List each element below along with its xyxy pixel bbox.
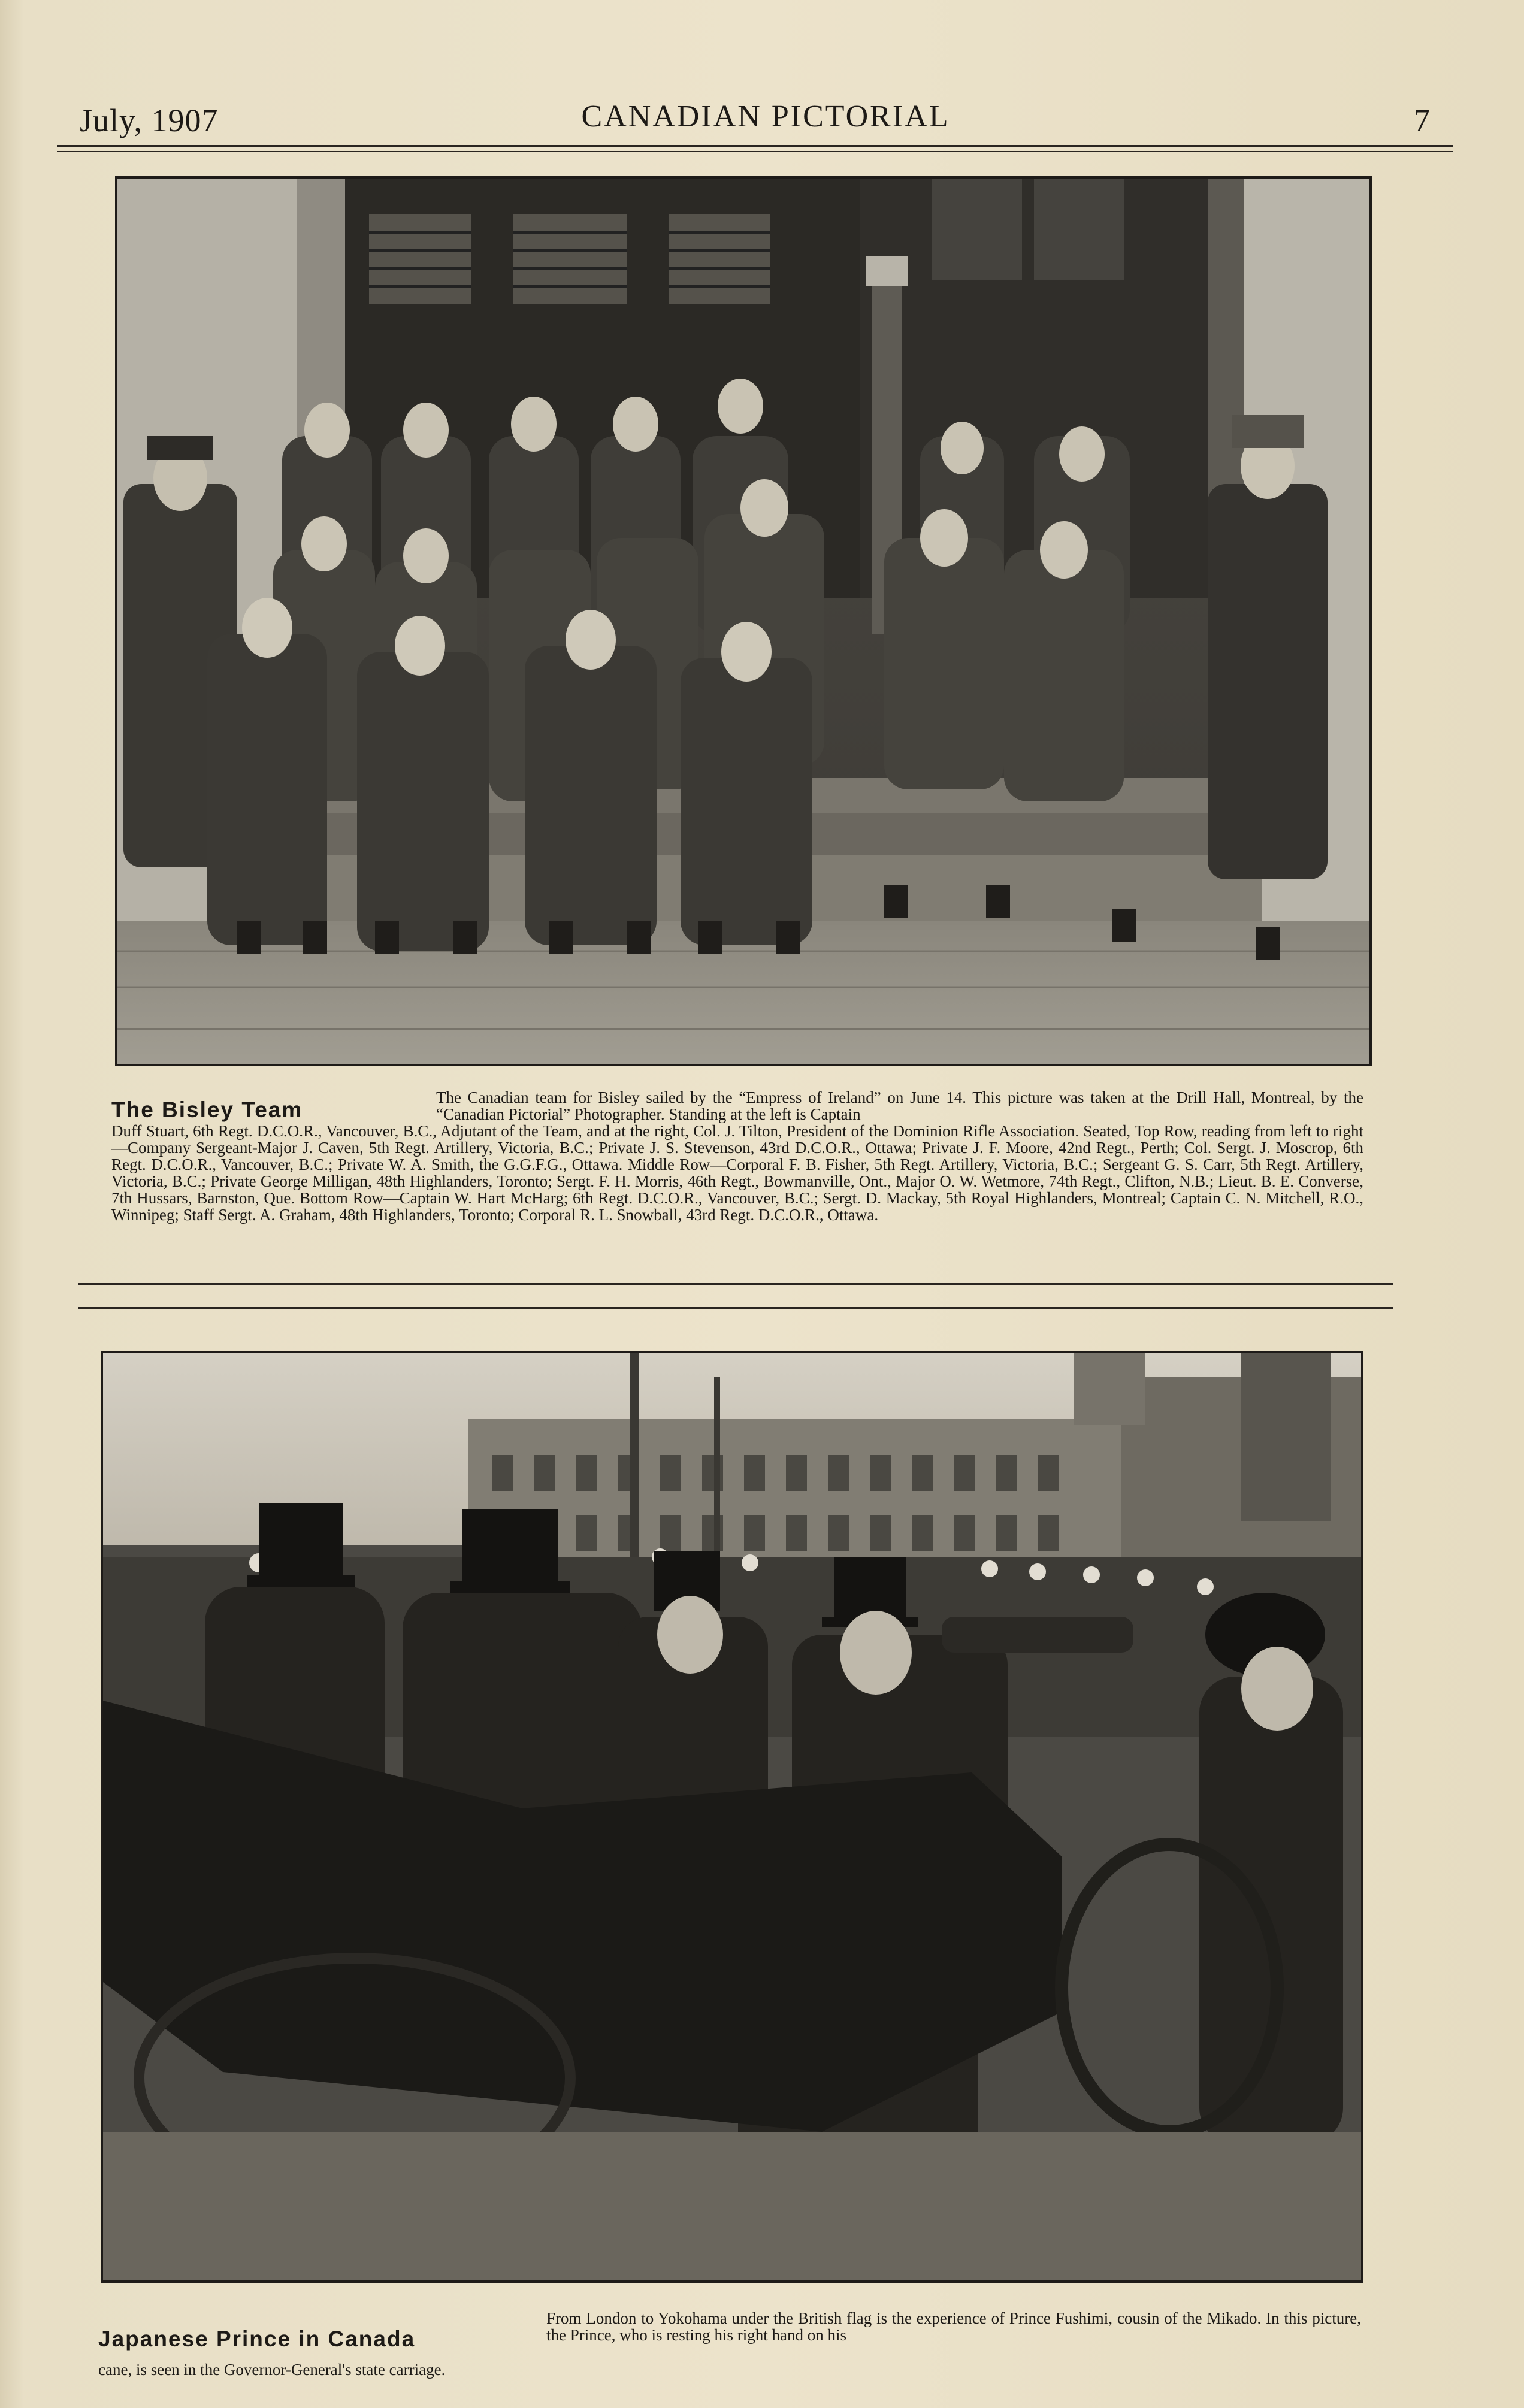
prince-caption-text: cane, is seen in the Governor-General's state carriage. <box>98 2361 446 2379</box>
japanese-prince-caption <box>98 2361 1356 2378</box>
bisley-team-image <box>117 179 1369 1064</box>
bisley-team-photo <box>115 176 1372 1066</box>
prince-caption-intro-text: From London to Yokohama under the British flag is the experience of Prince Fushimi, cousin of the Mikado. In this picture, the Prince, who is resting his right hand on his <box>546 2309 1361 2344</box>
japanese-prince-photo <box>101 1351 1363 2283</box>
bisley-team-caption <box>111 1123 1363 1223</box>
page-number: 7 <box>1414 102 1431 138</box>
bisley-caption-text: Duff Stuart, 6th Regt. D.C.O.R., Vancouver, B.C., Adjutant of the Team, and at the right, Col. J. Tilton, President of the Dominion Rifle Association. Seated, Top Row, reading from left to right—Company Sergeant-Major J. Caven, 5th Regt. Artillery, Victoria, B.C.; Private J. S. Stevenson, 43rd D.C.O.R., Ottawa; Private J. F. Moore, 42nd Regt., Perth; Col. Sergt. J. Moscrop, 6th Regt. D.C.O.R., Vancouver, B.C.; Private W. A. Smith, the G.G.F.G., Ottawa. Middle Row—Corporal F. B. Fisher, 5th Regt. Artillery, Victoria, B.C.; Sergeant G. S. Carr, 5th Regt. Artillery, Victoria, B.C.; Private George Milligan, 48th Highlanders, Toronto; Sergt. F. H. Morris, 46th Regt., Bowmanville, Ont., Major O. W. Wetmore, 74th Regt., Clifton, N.B.; Lieut. B. E. Converse, 7th Hussars, Barnston, Que. Bottom Row—Captain W. Hart McHarg; 6th Regt. D.C.O.R., Vancouver, B.C.; Sergt. D. Mackay, 5th Royal Highlanders, Montreal; Captain C. N. Mitchell, R.O., Winnipeg; Staff Sergt. A. Graham, 48th Highlanders, Toronto; Corporal R. L. Snowball, 43rd Regt. D.C.O.R., Ottawa. <box>111 1122 1363 1224</box>
section-rule-thin <box>78 1307 1393 1309</box>
bisley-caption-intro-text: The Canadian team for Bisley sailed by the “Empress of Ireland” on June 14. This picture was taken at the Drill Hall, Montreal, by the “Canadian Pictorial” Photographer. Standing at the left is Captain <box>436 1088 1363 1123</box>
header-rule <box>57 145 1453 147</box>
section-rule <box>78 1283 1393 1285</box>
japanese-prince-caption-intro <box>546 2310 1361 2343</box>
publication-title: CANADIAN PICTORIAL <box>581 99 950 134</box>
header-rule-thin <box>57 151 1453 152</box>
bisley-team-caption-intro <box>436 1089 1363 1123</box>
issue-date: July, 1907 <box>80 102 219 138</box>
page-header <box>77 96 1455 144</box>
japanese-prince-image <box>103 1353 1361 2280</box>
bisley-team-heading: The Bisley Team <box>111 1097 303 1122</box>
japanese-prince-heading: Japanese Prince in Canada <box>98 2327 416 2351</box>
